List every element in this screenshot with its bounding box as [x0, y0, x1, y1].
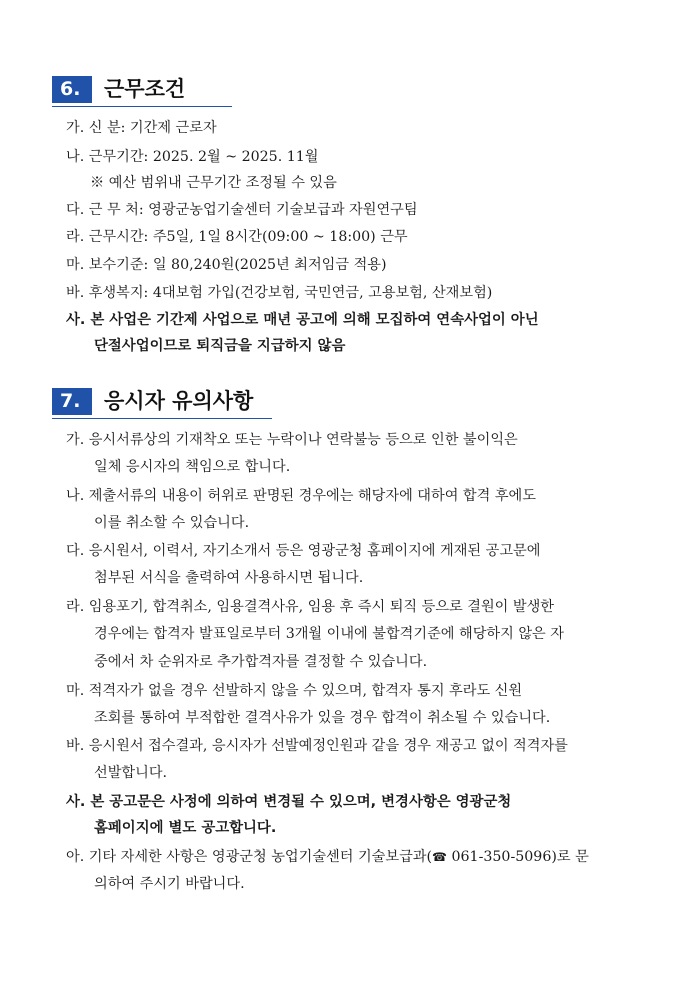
list-item: 마. 보수기준: 일 80,240원(2025년 최저임금 적용)	[66, 257, 387, 273]
list-item: 다. 응시원서, 이력서, 자기소개서 등은 영광군청 홈페이지에 게재된 공고문에	[66, 543, 541, 559]
list-item-emphasis-continuation: 단절사업이므로 퇴직금을 지급하지 않음	[94, 338, 346, 354]
list-item-emphasis: 사. 본 사업은 기간제 사업으로 매년 공고에 의해 모집하여 연속사업이 아닌	[66, 312, 539, 328]
list-item-continuation: 조회를 통하여 부적합한 결격사유가 있을 경우 합격이 취소될 수 있습니다.	[94, 710, 551, 726]
list-item-contact	[66, 847, 589, 867]
list-item: 라. 근무시간: 주5일, 1일 8시간(09:00 ~ 18:00) 근무	[66, 229, 408, 245]
list-item: 마. 적격자가 없을 경우 선발하지 않을 수 있으며, 합격자 통지 후라도 신원	[66, 683, 523, 699]
list-item: 나. 제출서류의 내용이 허위로 판명된 경우에는 해당자에 대하여 합격 후에도	[66, 488, 536, 504]
list-item: 가. 응시서류상의 기재착오 또는 누락이나 연락불능 등으로 인한 불이익은	[66, 432, 518, 448]
list-item: 나. 근무기간: 2025. 2월 ~ 2025. 11월	[66, 149, 319, 165]
list-item-continuation: 일체 응시자의 책임으로 합니다.	[94, 459, 291, 475]
list-item: 라. 임용포기, 합격취소, 임용결격사유, 임용 후 즉시 퇴직 등으로 결원이 발생한	[66, 599, 554, 615]
list-item-note: ※ 예산 범위내 근무기간 조정될 수 있음	[90, 175, 337, 191]
list-item-continuation: 선발합니다.	[94, 765, 168, 781]
list-item-continuation: 의하여 주시기 바랍니다.	[94, 876, 245, 892]
contact-number-text: 061-350-5096)로 문	[446, 849, 589, 865]
section-number: 7.	[52, 388, 92, 415]
list-item-emphasis: 사. 본 공고문은 사정에 의하여 변경될 수 있으며, 변경사항은 영광군청	[66, 794, 512, 810]
section-underline	[52, 418, 272, 419]
phone-icon: ☎	[432, 850, 447, 864]
list-item: 바. 후생복지: 4대보험 가입(건강보험, 국민연금, 고용보험, 산재보험)	[66, 285, 493, 301]
list-item-continuation: 이를 취소할 수 있습니다.	[94, 515, 250, 531]
section-number: 6.	[52, 76, 92, 103]
list-item: 가. 신 분: 기간제 근로자	[66, 120, 217, 136]
list-item: 바. 응시원서 접수결과, 응시자가 선발예정인원과 같을 경우 재공고 없이 적격자를	[66, 738, 568, 754]
section-title: 응시자 유의사항	[104, 389, 254, 413]
list-item: 다. 근 무 처: 영광군농업기술센터 기술보급과 자원연구팀	[66, 202, 418, 218]
list-item-continuation: 경우에는 합격자 발표일로부터 3개월 이내에 불합격기준에 해당하지 않은 자	[94, 626, 564, 642]
list-item-continuation: 중에서 차 순위자로 추가합격자를 결정할 수 있습니다.	[94, 654, 428, 670]
list-item-continuation: 첨부된 서식을 출력하여 사용하시면 됩니다.	[94, 570, 364, 586]
contact-text: 아. 기타 자세한 사항은 영광군청 농업기술센터 기술보급과(	[66, 849, 433, 865]
list-item-emphasis-continuation: 홈페이지에 별도 공고합니다.	[94, 820, 277, 836]
section-title: 근무조건	[104, 77, 186, 101]
